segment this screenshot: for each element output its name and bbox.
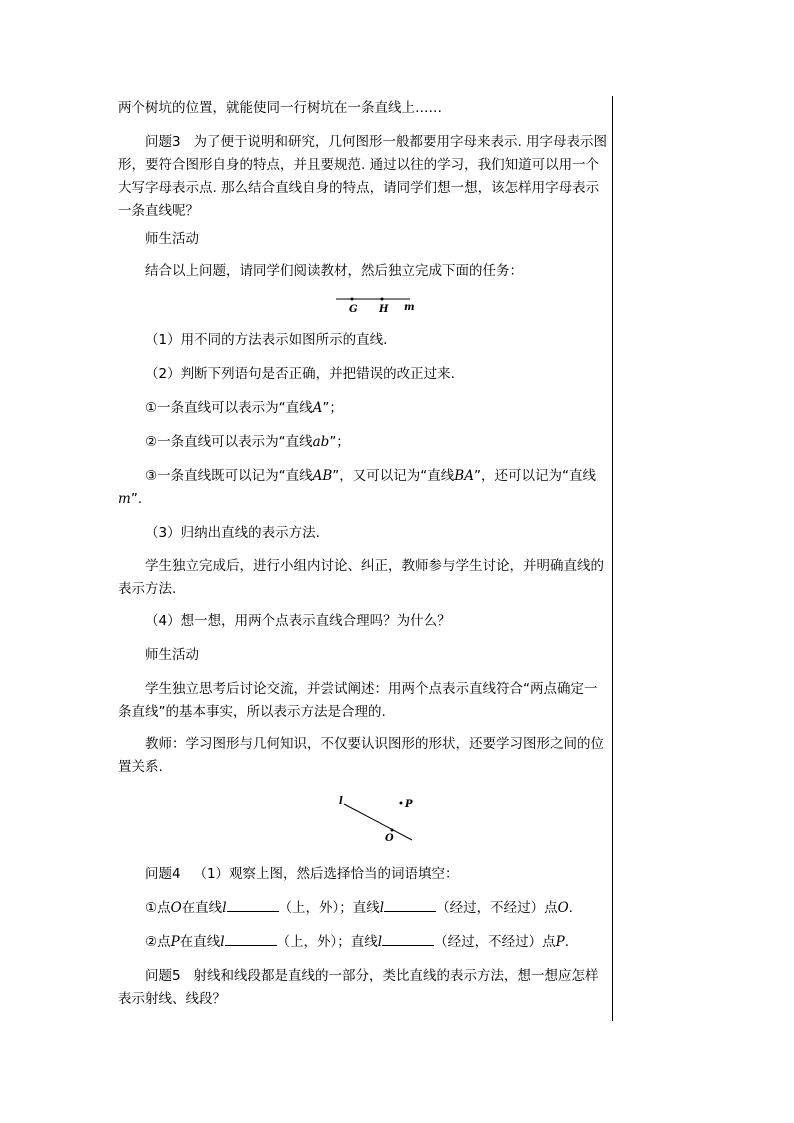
group-discussion: 学生独立完成后，进行小组内讨论、纠正，教师参与学生讨论，并明确直线的表示方法. xyxy=(118,558,604,597)
question-3-label: 问题3 xyxy=(145,134,181,150)
point-g-dot xyxy=(351,298,354,301)
fill-2-var-l: l xyxy=(220,934,225,950)
fill-1-blank-1[interactable] xyxy=(227,899,279,912)
line-gh-figure xyxy=(330,293,430,317)
line-l-label: l xyxy=(339,796,343,807)
question-3-text: 为了便于说明和研究，几何图形一般都要用字母来表示. 用字母表示图形，要符合图形自身的特点，并且要规范. 通过以往的学习，我们知道可以用一个大写字母表示点. 那么结合直线自身的特点，请同学们想一想，该怎样用字母表示一条直线呢？ xyxy=(118,134,608,219)
fill-2-part-a: ②点 xyxy=(145,934,171,950)
fill-1-var-o: O xyxy=(170,900,182,916)
fill-in-2 xyxy=(118,931,608,954)
task-2: （2）判断下列语句是否正确，并把错误的改正过来. xyxy=(145,366,455,382)
statement-3-end: ”. xyxy=(130,491,143,507)
question-4-label: 问题4 xyxy=(145,866,181,882)
point-o-dot xyxy=(391,829,394,832)
statement-3-var-ba: BA xyxy=(454,468,474,484)
statement-3 xyxy=(118,465,608,511)
teacher-remark: 教师：学习图形与几何知识，不仅要认识图形的形状，还要学习图形之间的位置关系. xyxy=(118,736,604,775)
question-4 xyxy=(118,863,608,886)
statement-3-mid: ”，又可以记为“直线 xyxy=(332,468,455,484)
question-5-text: 射线和线段都是直线的一部分，类比直线的表示方法，想一想应怎样表示射线、线段？ xyxy=(118,968,599,1007)
question-3 xyxy=(118,131,608,223)
statement-2-end: ”； xyxy=(329,434,350,450)
line-m-label: m xyxy=(404,302,415,313)
statement-3-var-m: m xyxy=(118,491,131,507)
fill-2-part-d: （经过，不经过）点 xyxy=(434,934,556,950)
fill-2-blank-1[interactable] xyxy=(225,933,277,946)
point-p-label: P xyxy=(405,799,413,810)
task-3: （3）归纳出直线的表示方法. xyxy=(145,525,320,541)
statement-2-text: ②一条直线可以表示为“直线 xyxy=(145,434,313,450)
statement-3-var-ab: AB xyxy=(312,468,333,484)
table-border-line xyxy=(612,96,613,1021)
activity-heading-1: 师生活动 xyxy=(145,231,199,247)
activity-heading-2: 师生活动 xyxy=(145,647,199,663)
point-o-label: O xyxy=(385,833,394,844)
point-h-label: H xyxy=(379,304,389,315)
fill-2-var-p2: P xyxy=(555,934,565,950)
task-4: （4）想一想，用两个点表示直线合理吗？为什么？ xyxy=(145,613,451,629)
fill-1-blank-2[interactable] xyxy=(384,899,436,912)
statement-2-var: ab xyxy=(312,434,330,450)
fill-2-var-l2: l xyxy=(377,934,383,950)
fill-2-end: . xyxy=(564,934,569,950)
fill-1-part-a: ①点 xyxy=(145,900,171,916)
line-l xyxy=(344,804,412,840)
fill-1-var-o2: O xyxy=(557,900,569,916)
fill-2-var-p: P xyxy=(170,934,180,950)
statement-1-var: A xyxy=(312,400,323,416)
fill-2-part-b: 在直线 xyxy=(179,934,221,950)
fill-1-var-l2: l xyxy=(379,900,385,916)
statement-2 xyxy=(118,431,608,454)
task-1: （1）用不同的方法表示如图所示的直线. xyxy=(145,332,388,348)
question-5 xyxy=(118,965,608,1011)
fill-1-part-c: （上，外）；直线 xyxy=(278,900,380,916)
question-4-text: （1）观察上图，然后选择恰当的词语填空： xyxy=(193,866,459,882)
statement-3-mid2: ”，还可以记为“直线 xyxy=(473,468,596,484)
question-5-label: 问题5 xyxy=(145,968,181,984)
statement-1-end: ”； xyxy=(322,400,343,416)
fill-1-part-b: 在直线 xyxy=(181,900,223,916)
reading-instruction: 结合以上问题，请同学们阅读教材，然后独立完成下面的任务： xyxy=(145,263,523,279)
fill-1-part-d: （经过，不经过）点 xyxy=(436,900,558,916)
paragraph-tree-pits: 两个树坑的位置，就能使同一行树坑在一条直线上…… xyxy=(118,100,442,116)
statement-3-text: ③一条直线既可以记为“直线 xyxy=(145,468,313,484)
point-h-dot xyxy=(381,298,384,301)
student-explanation: 学生独立思考后讨论交流，并尝试阐述：用两个点表示直线符合“两点确定一条直线”的基本事实，所以表示方法是合理的. xyxy=(118,681,598,720)
fill-1-var-l: l xyxy=(222,900,227,916)
fill-2-blank-2[interactable] xyxy=(382,933,434,946)
fill-1-end: . xyxy=(568,900,573,916)
fill-in-1 xyxy=(118,897,608,920)
statement-1-text: ①一条直线可以表示为“直线 xyxy=(145,400,313,416)
point-p-dot xyxy=(400,802,403,805)
fill-2-part-c: （上，外）；直线 xyxy=(276,934,378,950)
statement-1 xyxy=(118,397,608,420)
point-g-label: G xyxy=(349,304,358,315)
line-point-figure xyxy=(330,790,430,845)
